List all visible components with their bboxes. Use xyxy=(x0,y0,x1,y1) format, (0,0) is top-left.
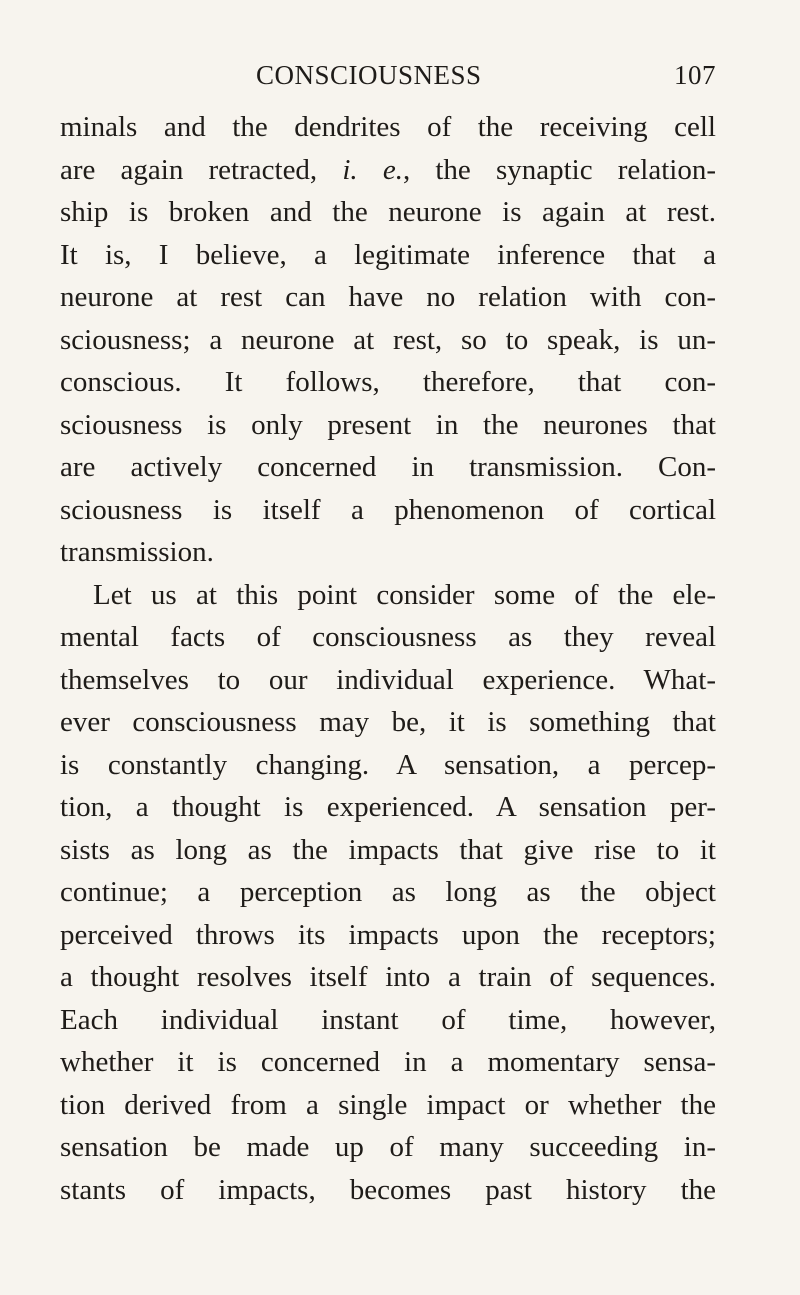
text-line: ever consciousness may be, it is something that xyxy=(60,706,716,738)
text-line: is constantly changing. A sensation, a percep- xyxy=(60,748,716,781)
text-line: ship is broken and the neurone is again at rest. xyxy=(60,196,716,228)
text-line: whether it is concerned in a momentary sensa- xyxy=(60,1046,716,1078)
text-line: Each individual instant of time, however, xyxy=(60,1003,716,1036)
text-line: sciousness; a neurone at rest, so to speak, is un- xyxy=(60,323,716,356)
text-line: sciousness is itself a phenomenon of cortical xyxy=(60,493,716,526)
text-line: tion derived from a single impact or whether the xyxy=(60,1088,716,1121)
text-line: minals and the dendrites of the receiving cell xyxy=(60,111,716,143)
text-line: stants of impacts, becomes past history the xyxy=(60,1173,716,1206)
text-line: themselves to our individual experience. What- xyxy=(60,663,716,696)
text-line: conscious. It follows, therefore, that con- xyxy=(60,366,716,398)
text-line: tion, a thought is experienced. A sensation per- xyxy=(60,791,716,823)
text-line: a thought resolves itself into a train of sequences. xyxy=(60,961,716,993)
running-head xyxy=(256,58,716,92)
text-line: perceived throws its impacts upon the receptors; xyxy=(60,918,716,951)
text-line: are actively concerned in transmission. Con- xyxy=(60,451,716,483)
running-title: CONSCIOUSNESS xyxy=(256,60,482,90)
text-line: mental facts of consciousness as they reveal xyxy=(60,621,716,653)
text-line: It is, I believe, a legitimate inference that a xyxy=(60,238,716,271)
text-line: neurone at rest can have no relation with con- xyxy=(60,281,716,313)
text-line: continue; a perception as long as the object xyxy=(60,876,716,908)
paragraph-start-line: Let us at this point consider some of the ele- xyxy=(93,578,716,611)
text-line: are again retracted, i. e., the synaptic relation- xyxy=(60,153,716,186)
text-line: sensation be made up of many succeeding in- xyxy=(60,1131,716,1163)
paragraph-end-line: transmission. xyxy=(60,536,214,568)
body-text xyxy=(60,106,716,1211)
text-line: sists as long as the impacts that give rise to it xyxy=(60,833,716,866)
page-number: 107 xyxy=(674,60,716,90)
text-line: sciousness is only present in the neurones that xyxy=(60,408,716,441)
italic-abbreviation: i. e. xyxy=(342,153,403,186)
